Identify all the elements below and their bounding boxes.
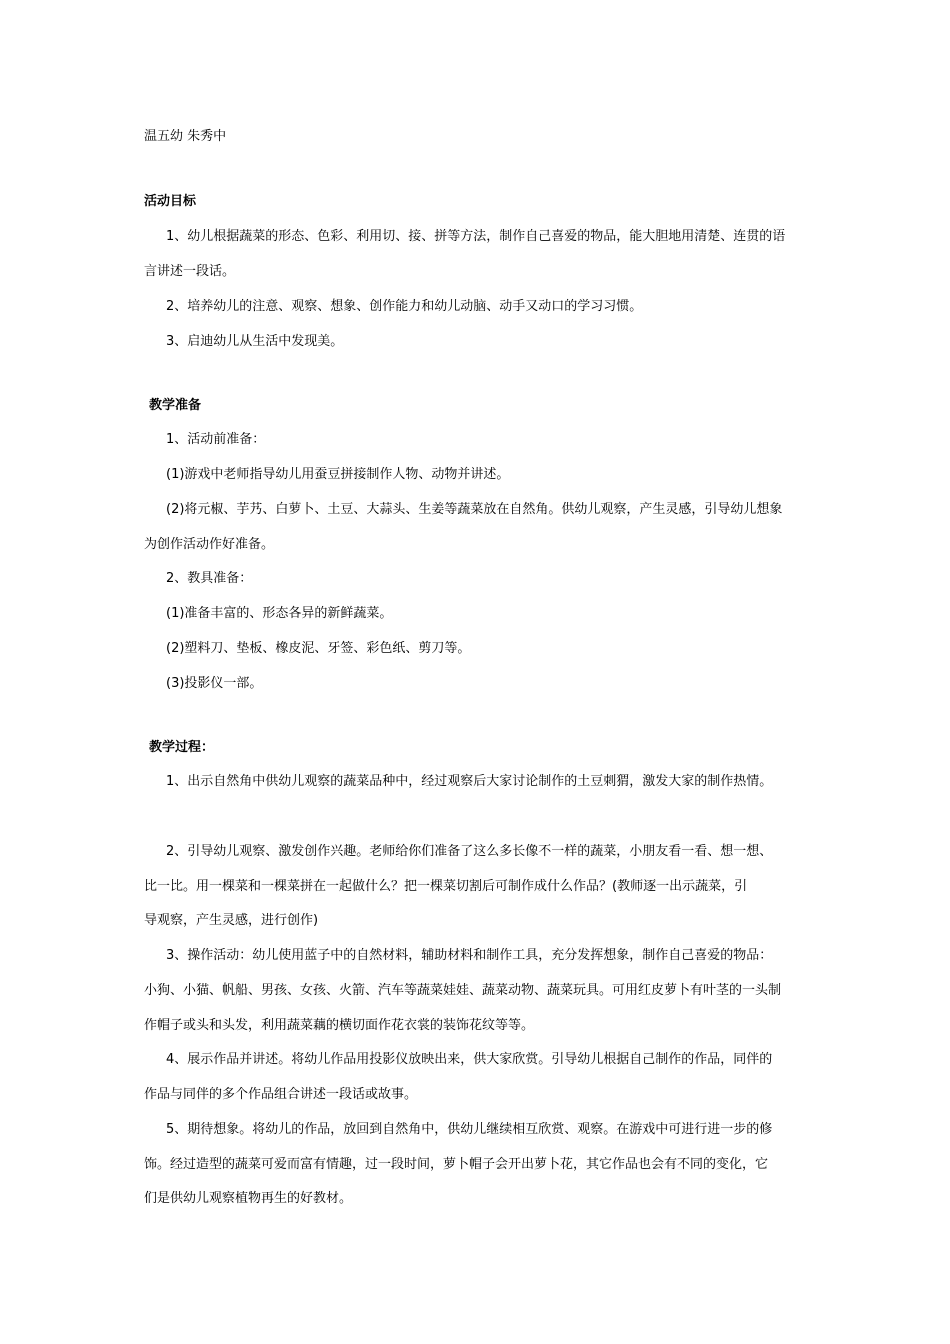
paragraph-line: 比一比。用一棵菜和一棵菜拼在一起做什么？把一棵菜切割后可制作成什么作品？(教师逐一出示蔬菜，引 [144,879,748,894]
paragraph-line: 4、展示作品并讲述。将幼儿作品用投影仪放映出来，供大家欣赏。引导幼儿根据自己制作的作品，同伴的 [166,1052,773,1067]
paragraph-line: (1)准备丰富的、形态各异的新鲜蔬菜。 [166,606,393,621]
paragraph-line: 言讲述一段话。 [144,264,236,279]
paragraph-line: 们是供幼儿观察植物再生的好教材。 [144,1191,353,1206]
paragraph-line: 1、活动前准备： [166,432,266,447]
section-heading-preparation: 教学准备 [149,398,202,413]
paragraph-line: 2、教具准备： [166,571,253,586]
paragraph-line: 3、启迪幼儿从生活中发现美。 [166,334,344,349]
paragraph-line: 小狗、小猫、帆船、男孩、女孩、火箭、汽车等蔬菜娃娃、蔬菜动物、蔬菜玩具。可用红皮萝卜有叶茎的一头制 [144,983,782,998]
paragraph-line: (2)将元椒、芋艿、白萝卜、土豆、大蒜头、生姜等蔬菜放在自然角。供幼儿观察，产生灵感，引导幼儿想象 [166,502,783,517]
paragraph-line: 导观察，产生灵感，进行创作) [144,913,319,928]
paragraph-line: 2、引导幼儿观察、激发创作兴趣。老师给你们准备了这么多长像不一样的蔬菜，小朋友看一看、想一想、 [166,844,773,859]
paragraph-line: 1、出示自然角中供幼儿观察的蔬菜品种中，经过观察后大家讨论制作的土豆刺猬，激发大家的制作热情。 [166,774,773,789]
paragraph-line: 饰。经过造型的蔬菜可爱而富有情趣，过一段时间，萝卜帽子会开出萝卜花，其它作品也会有不同的变化，它 [144,1157,769,1172]
section-heading-goals: 活动目标 [144,194,197,209]
paragraph-line: 2、培养幼儿的注意、观察、想象、创作能力和幼儿动脑、动手又动口的学习习惯。 [166,299,643,314]
paragraph-line: 1、幼儿根据蔬菜的形态、色彩、利用切、接、拼等方法，制作自己喜爱的物品，能大胆地用清楚、连贯的语 [166,229,786,244]
paragraph-line: (2)塑料刀、垫板、橡皮泥、牙签、彩色纸、剪刀等。 [166,641,471,656]
paragraph-line: 为创作活动作好准备。 [144,537,275,552]
paragraph-line: 作品与同伴的多个作品组合讲述一段话或故事。 [144,1087,418,1102]
paragraph-line: 5、期待想象。将幼儿的作品，放回到自然角中，供幼儿继续相互欣赏、观察。在游戏中可进行进一步的修 [166,1122,773,1137]
paragraph-line: 3、操作活动：幼儿使用蓝子中的自然材料，辅助材料和制作工具，充分发挥想象，制作自己喜爱的物品： [166,948,773,963]
section-heading-process: 教学过程： [149,740,215,755]
paragraph-line: 作帽子或头和头发，利用蔬菜藕的横切面作花衣裳的装饰花纹等等。 [144,1018,535,1033]
paragraph-line: (1)游戏中老师指导幼儿用蚕豆拼接制作人物、动物并讲述。 [166,467,510,482]
author-line: 温五幼 朱秀中 [144,129,227,144]
paragraph-line: (3)投影仪一部。 [166,676,263,691]
